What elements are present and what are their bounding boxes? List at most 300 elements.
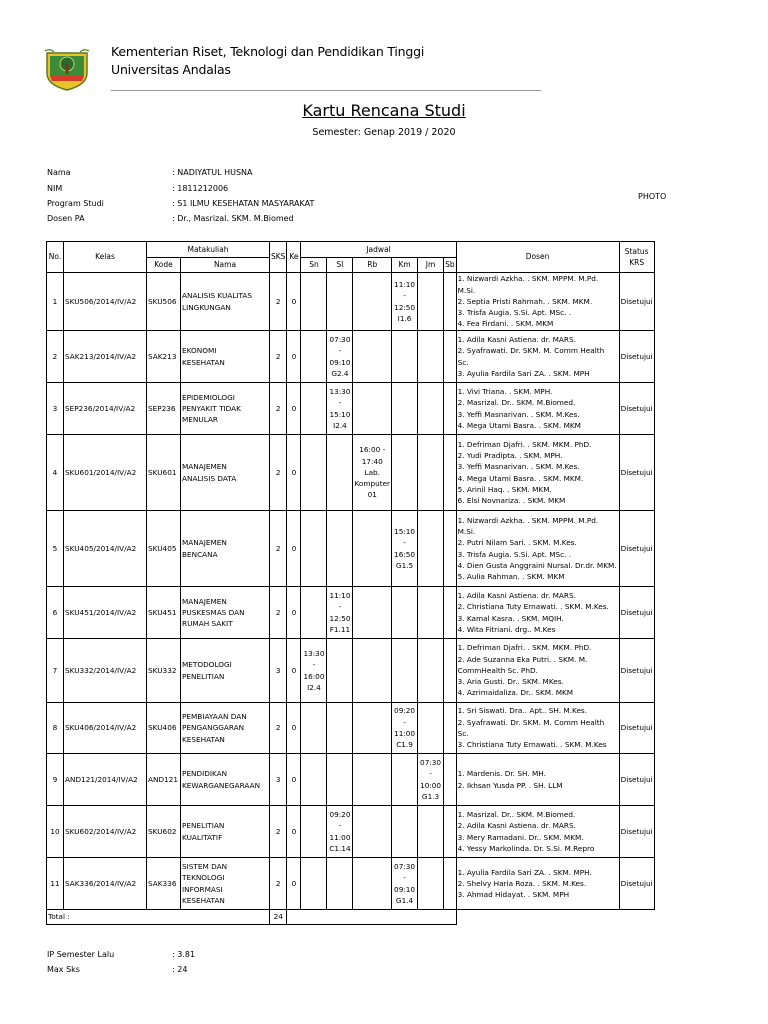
lecturer-line: 4. Mega Utami Basra. . SKM. MKM. (457, 473, 584, 483)
course-name-line: ANALISIS KUALITAS (182, 291, 253, 301)
schedule-jm (418, 273, 444, 331)
row-nama (181, 587, 270, 639)
row-no: 7 (47, 639, 64, 703)
row-kelas: SKU602/2014/IV/A2 (64, 806, 147, 858)
schedule-sn (301, 435, 327, 511)
nama-value: : NADIYATUL HUSNA (172, 168, 253, 177)
schedule-line: 11:00 (329, 832, 351, 842)
schedule-line: G1.3 (421, 791, 440, 801)
row-nama (181, 806, 270, 858)
lecturer-line: 4. Wita Fitriani. drg.. M.Kes (457, 624, 556, 634)
lecturer-line: 1. Vivi Triana. . SKM. MPH. (457, 386, 553, 396)
row-ke: 0 (287, 273, 301, 331)
ip-semester-value: : 3.81 (172, 950, 196, 959)
schedule-line: 09:10 (329, 357, 351, 367)
header-jadwal: Jadwal (301, 242, 456, 258)
row-nama (181, 331, 270, 383)
schedule-line: G1.5 (395, 560, 414, 570)
semester-label: Semester: Genap 2019 / 2020 (312, 127, 456, 138)
schedule-sb (444, 703, 457, 754)
schedule-line: Komputer (354, 479, 391, 489)
course-name-line: MANAJEMEN (182, 462, 227, 472)
row-dosen (456, 435, 619, 511)
row-kelas: SAK336/2014/IV/A2 (64, 858, 147, 910)
row-nama (181, 273, 270, 331)
lecturer-line: 5. Aulia Rahman. . SKM. MKM (457, 572, 565, 582)
lecturer-line: 3. Christiana Tuty Ernawati. . SKM. M.Kes (457, 740, 607, 750)
schedule-sl (327, 754, 353, 806)
schedule-jm (418, 587, 444, 639)
schedule-line: I2.4 (307, 682, 321, 692)
schedule-sn (301, 511, 327, 587)
schedule-jm (418, 331, 444, 383)
lecturer-line: 1. Nizwardi Azkha. . SKM. MPPM. M.Pd. (457, 515, 599, 525)
schedule-line: 16:00 (303, 671, 325, 681)
schedule-sn (301, 754, 327, 806)
row-nama (181, 858, 270, 910)
lecturer-line: 6. Elsi Novnariza. . SKM. MKM (457, 496, 566, 506)
course-name-line: METODOLOGI (182, 660, 232, 670)
lecturer-line: Sc. (457, 729, 469, 738)
header-day-jm: Jm (418, 258, 444, 273)
schedule-sl (327, 273, 353, 331)
row-kode: SAK213 (147, 331, 181, 383)
schedule-line: 13:30 (329, 386, 351, 396)
header-nama: Nama (181, 258, 270, 273)
row-kode: SKU332 (147, 639, 181, 703)
row-ke: 0 (287, 383, 301, 435)
schedule-sb (444, 435, 457, 511)
lecturer-line: 1. Adila Kasni Astiena. dr. MARS. (457, 590, 576, 600)
schedule-km (392, 383, 418, 435)
row-sks: 3 (270, 639, 287, 703)
row-dosen (456, 511, 619, 587)
row-kode: SKU405 (147, 511, 181, 587)
row-no: 4 (47, 435, 64, 511)
row-nama (181, 511, 270, 587)
schedule-line: 15:10 (329, 409, 351, 419)
course-name-line: INFORMASI (182, 884, 223, 894)
lecturer-line: 1. Adila Kasni Astiena. dr. MARS. (457, 334, 576, 344)
course-name-line: PEMBIAYAAN DAN (182, 712, 247, 722)
schedule-line: 07:30 (420, 757, 442, 767)
lecturer-line: 3. Mery Ramadani. Dr.. SKM. MKM. (457, 832, 584, 842)
lecturer-line: 3. Yeffi Masnarivan. . SKM. M.Kes. (457, 409, 580, 419)
schedule-line: 16:00 - (359, 445, 386, 455)
row-nama (181, 703, 270, 754)
lecturer-line: Sc. (457, 357, 469, 367)
lecturer-line: 3. Ahmad Hidayat. . SKM. MPH (457, 890, 570, 900)
schedule-line: 11:00 (394, 729, 416, 738)
course-row (47, 331, 655, 383)
schedule-line: 11:10 - (394, 279, 416, 301)
course-row (47, 587, 655, 639)
schedule-sl (327, 383, 353, 435)
row-status: Disetujui (619, 435, 654, 511)
schedule-line: I1.6 (397, 313, 412, 323)
row-kode: AND121 (147, 754, 181, 806)
schedule-rb (353, 754, 392, 806)
schedule-sl (327, 587, 353, 639)
schedule-sb (444, 858, 457, 910)
row-sks: 2 (270, 703, 287, 754)
row-kelas: SKU601/2014/IV/A2 (64, 435, 147, 511)
schedule-line: - (403, 717, 406, 727)
schedule-km (392, 331, 418, 383)
course-name-line: TEKNOLOGI (182, 873, 225, 883)
row-dosen (456, 383, 619, 435)
row-sks: 2 (270, 511, 287, 587)
header-no: No. (47, 242, 64, 273)
nama-label: Nama (47, 168, 71, 177)
lecturer-line: 1. Defriman Djafri. . SKM. MKM. PhD. (457, 439, 592, 449)
row-kelas: SEP236/2014/IV/A2 (64, 383, 147, 435)
row-no: 8 (47, 703, 64, 754)
schedule-line: 11:10 - (329, 590, 351, 612)
schedule-jm (418, 754, 444, 806)
nim-value: : 1811212006 (172, 184, 229, 193)
schedule-line: C1.14 (329, 843, 351, 853)
schedule-km (392, 511, 418, 587)
course-name-line: ANALISIS DATA (182, 473, 237, 483)
schedule-line: Lab. (364, 467, 380, 477)
header-matakuliah: Matakuliah (147, 242, 270, 258)
row-status: Disetujui (619, 639, 654, 703)
row-status: Disetujui (619, 754, 654, 806)
schedule-line: 09:20 (329, 809, 351, 819)
schedule-km (392, 754, 418, 806)
row-dosen (456, 331, 619, 383)
row-ke: 0 (287, 435, 301, 511)
schedule-line: 17:40 (361, 456, 383, 466)
schedule-line: - (338, 346, 342, 356)
schedule-sn (301, 273, 327, 331)
lecturer-line: 2. Yudi Pradipta. . SKM. MPH. (457, 450, 563, 460)
schedule-sn (301, 331, 327, 383)
lecturer-line: 2. Septia Pristi Rahmah. . SKM. MKM. (457, 296, 593, 306)
schedule-rb (353, 331, 392, 383)
lecturer-line: 5. Arinil Haq. . SKM. MKM. (457, 484, 552, 494)
schedule-rb (353, 858, 392, 910)
schedule-sn (301, 858, 327, 910)
row-no: 11 (47, 858, 64, 910)
header-day-km: Km (392, 258, 418, 273)
schedule-line: 15:10 (394, 526, 416, 536)
row-kelas: SAK213/2014/IV/A2 (64, 331, 147, 383)
row-nama (181, 639, 270, 703)
lecturer-line: 2. Ikhsan Yusda PP. . SH. LLM (457, 780, 563, 790)
schedule-sn (301, 587, 327, 639)
row-sks: 2 (270, 331, 287, 383)
course-name-line: KEWARGANEGARAAN (182, 780, 261, 790)
row-status: Disetujui (619, 858, 654, 910)
university-name: Universitas Andalas (111, 62, 231, 77)
header-status-text: Status KRS (624, 246, 649, 267)
schedule-line: G2.4 (331, 368, 349, 378)
row-ke: 0 (287, 858, 301, 910)
course-row (47, 383, 655, 435)
schedule-jm (418, 703, 444, 754)
row-ke: 0 (287, 754, 301, 806)
schedule-sb (444, 511, 457, 587)
schedule-sb (444, 331, 457, 383)
lecturer-line: 2. Shelvy Haria Roza. . SKM. M.Kes. (457, 878, 587, 888)
row-sks: 3 (270, 754, 287, 806)
course-name-line: BENCANA (182, 549, 218, 559)
lecturer-line: 2. Ade Suzanna Eka Putri. . SKM. M. (457, 654, 588, 664)
schedule-sl (327, 858, 353, 910)
course-name-line: KESEHATAN (182, 734, 225, 744)
lecturer-line: 1. Nizwardi Azkha. . SKM. MPPM. M.Pd. (457, 274, 599, 284)
schedule-line: 09:10 (394, 884, 416, 894)
row-ke: 0 (287, 703, 301, 754)
row-ke: 0 (287, 511, 301, 587)
course-row (47, 754, 655, 806)
course-name-line: EKONOMI (182, 346, 217, 356)
row-status: Disetujui (619, 703, 654, 754)
schedule-line: - (338, 398, 342, 408)
course-name-line: PENGANGGARAN (182, 723, 245, 733)
course-row (47, 273, 655, 331)
total-label: Total : (47, 910, 270, 925)
schedule-sl (327, 331, 353, 383)
lecturer-line: 1. Ayulia Fardila Sari ZA. . SKM. MPH. (457, 867, 592, 877)
course-row (47, 806, 655, 858)
row-kelas: SKU406/2014/IV/A2 (64, 703, 147, 754)
schedule-rb (353, 806, 392, 858)
row-kelas: AND121/2014/IV/A2 (64, 754, 147, 806)
ip-semester-label: IP Semester Lalu (47, 950, 115, 959)
header-divider (111, 90, 541, 91)
row-sks: 2 (270, 858, 287, 910)
lecturer-line: 2. Syafrawati. Dr. SKM. M. Comm Health (457, 717, 605, 727)
row-nama (181, 383, 270, 435)
lecturer-line: 1. Mardenis. Dr. SH. MH. (457, 769, 546, 779)
course-row (47, 511, 655, 587)
schedule-rb (353, 383, 392, 435)
row-kode: SKU602 (147, 806, 181, 858)
schedule-sb (444, 639, 457, 703)
schedule-km (392, 273, 418, 331)
row-sks: 2 (270, 435, 287, 511)
schedule-line: 01 (367, 490, 377, 500)
schedule-line: 16:50 (394, 549, 416, 559)
schedule-rb (353, 511, 392, 587)
max-sks-value: : 24 (172, 965, 188, 974)
schedule-sl (327, 806, 353, 858)
row-no: 10 (47, 806, 64, 858)
schedule-km (392, 435, 418, 511)
lecturer-line: 2. Putri Nilam Sari. . SKM. M.Kes. (457, 538, 577, 548)
header-status (619, 242, 654, 273)
course-name-line: MENULAR (182, 415, 218, 425)
row-nama (181, 435, 270, 511)
course-name-line: KUALITATIF (182, 832, 223, 842)
course-row (47, 703, 655, 754)
schedule-line: - (403, 873, 406, 883)
header-dosen: Dosen (456, 242, 619, 273)
max-sks-label: Max Sks (47, 965, 80, 974)
row-status: Disetujui (619, 806, 654, 858)
course-name-line: SISTEM DAN (182, 861, 228, 871)
schedule-line: - (312, 660, 316, 670)
row-dosen (456, 858, 619, 910)
row-kode: SKU601 (147, 435, 181, 511)
course-row (47, 639, 655, 703)
row-ke: 0 (287, 806, 301, 858)
header-kode: Kode (147, 258, 181, 273)
lecturer-line: 3. Trisfa Augia. S.Si. Apt. MSc. . (457, 308, 572, 318)
schedule-sn (301, 703, 327, 754)
row-sks: 2 (270, 383, 287, 435)
schedule-sb (444, 754, 457, 806)
course-name-line: LINGKUNGAN (182, 302, 231, 312)
lecturer-line: 3. Kamal Kasra. . SKM. MQIH. (457, 613, 564, 623)
lecturer-line: 3. Ayulia Fardila Sari ZA. . SKM. MPH (457, 368, 590, 378)
schedule-line: 07:30 (394, 861, 416, 871)
header-day-sb: Sb (444, 258, 457, 273)
total-filler (287, 910, 456, 925)
schedule-km (392, 703, 418, 754)
lecturer-line: CommHealth Sc. PhD. (457, 665, 538, 675)
row-kelas: SKU405/2014/IV/A2 (64, 511, 147, 587)
row-ke: 0 (287, 639, 301, 703)
row-sks: 2 (270, 273, 287, 331)
lecturer-line: 4. Azrimaidaliza. Dr.. SKM. MKM (457, 688, 574, 698)
schedule-jm (418, 639, 444, 703)
row-no: 6 (47, 587, 64, 639)
schedule-sb (444, 383, 457, 435)
lecturer-line: 3. Aria Gusti. Dr.. SKM. MKes. (457, 677, 564, 687)
course-name-line: PENELITIAN (182, 671, 225, 681)
lecturer-line: 1. Sri Siswati. Dra.. Apt.. SH. M.Kes. (457, 706, 588, 716)
lecturer-line: 4. Yessy Markolinda. Dr. S.Si. M.Repro (457, 843, 595, 853)
schedule-jm (418, 435, 444, 511)
row-kode: SKU406 (147, 703, 181, 754)
schedule-km (392, 858, 418, 910)
row-dosen (456, 754, 619, 806)
dosen-pa-value: : Dr., Masrizal. SKM. M.Biomed (172, 214, 294, 223)
schedule-rb (353, 587, 392, 639)
course-row (47, 435, 655, 511)
row-ke: 0 (287, 331, 301, 383)
row-status: Disetujui (619, 331, 654, 383)
row-status: Disetujui (619, 383, 654, 435)
schedule-jm (418, 806, 444, 858)
schedule-sb (444, 587, 457, 639)
course-name-line: PENELITIAN (182, 821, 225, 831)
schedule-sl (327, 703, 353, 754)
row-kelas: SKU451/2014/IV/A2 (64, 587, 147, 639)
schedule-sl (327, 435, 353, 511)
row-kelas: SKU506/2014/IV/A2 (64, 273, 147, 331)
schedule-line: 12:50 (329, 613, 351, 623)
row-status: Disetujui (619, 587, 654, 639)
schedule-line: C1.9 (396, 740, 413, 750)
university-logo (44, 47, 90, 91)
row-sks: 2 (270, 806, 287, 858)
schedule-line: F1.11 (329, 624, 351, 634)
lecturer-line: 2. Adila Kasni Astiena. dr. MARS. (457, 821, 576, 831)
row-dosen (456, 639, 619, 703)
row-kode: SEP236 (147, 383, 181, 435)
lecturer-line: 1. Defriman Djafri. . SKM. MKM. PhD. (457, 643, 592, 653)
schedule-km (392, 639, 418, 703)
row-dosen (456, 806, 619, 858)
row-kelas: SKU332/2014/IV/A2 (64, 639, 147, 703)
schedule-rb (353, 703, 392, 754)
row-kode: SKU506 (147, 273, 181, 331)
schedule-line: - (338, 821, 342, 831)
lecturer-line: 3. Yeffi Masnarivan. . SKM. M.Kes. (457, 462, 580, 472)
prodi-label: Program Studi (47, 199, 104, 208)
header-day-sn: Sn (301, 258, 327, 273)
schedule-line: 10:00 (420, 780, 442, 790)
row-no: 2 (47, 331, 64, 383)
course-name-line: EPIDEMIOLOGI (182, 392, 235, 402)
schedule-rb (353, 639, 392, 703)
lecturer-line: 4. Mega Utami Basra. . SKM. MKM (457, 420, 581, 430)
schedule-line: I2.4 (333, 420, 347, 430)
course-name-line: MANAJEMEN (182, 596, 227, 606)
lecturer-line: 2. Masrizal. Dr.. SKM. M.Biomed. (457, 398, 576, 408)
schedule-sl (327, 511, 353, 587)
row-status: Disetujui (619, 511, 654, 587)
schedule-sb (444, 806, 457, 858)
schedule-sn (301, 383, 327, 435)
header-day-rb: Rb (353, 258, 392, 273)
schedule-line: 13:30 (303, 648, 325, 658)
lecturer-line: 2. Syafrawati. Dr. SKM. M. Comm Health (457, 346, 605, 356)
krs-table (46, 241, 655, 925)
course-name-line: PUSKESMAS DAN (182, 607, 245, 617)
schedule-line: - (403, 538, 406, 548)
row-dosen (456, 273, 619, 331)
total-sks: 24 (270, 910, 287, 925)
lecturer-line: M.Si. (457, 285, 476, 295)
schedule-line: 07:30 (329, 334, 351, 344)
header-sks: SKS (270, 242, 287, 273)
schedule-km (392, 587, 418, 639)
row-no: 1 (47, 273, 64, 331)
schedule-sn (301, 806, 327, 858)
course-name-line: KESEHATAN (182, 895, 225, 905)
course-name-line: KESEHATAN (182, 357, 225, 367)
row-no: 9 (47, 754, 64, 806)
prodi-value: : S1 ILMU KESEHATAN MASYARAKAT (172, 199, 315, 208)
row-nama (181, 754, 270, 806)
schedule-rb (353, 273, 392, 331)
schedule-jm (418, 858, 444, 910)
course-row (47, 858, 655, 910)
course-name-line: PENYAKIT TIDAK (182, 403, 241, 413)
row-no: 5 (47, 511, 64, 587)
ministry-name: Kementerian Riset, Teknologi dan Pendidikan Tinggi (111, 44, 425, 59)
lecturer-line: 1. Masrizal. Dr.. SKM. M.Biomed. (457, 809, 576, 819)
schedule-jm (418, 511, 444, 587)
lecturer-line: 2. Christiana Tuty Ernawati. . SKM. M.Kes. (457, 602, 609, 612)
lecturer-line: 4. Fea Firdani. . SKM. MKM (457, 319, 554, 329)
row-kode: SAK336 (147, 858, 181, 910)
schedule-jm (418, 383, 444, 435)
page-title: Kartu Rencana Studi (302, 101, 466, 120)
course-name-line: MANAJEMEN (182, 538, 227, 548)
photo-placeholder: PHOTO (638, 192, 667, 201)
schedule-line: 09:20 (394, 706, 416, 716)
row-kode: SKU451 (147, 587, 181, 639)
header-kelas: Kelas (64, 242, 147, 273)
course-name-line: PENDIDIKAN (182, 769, 228, 779)
